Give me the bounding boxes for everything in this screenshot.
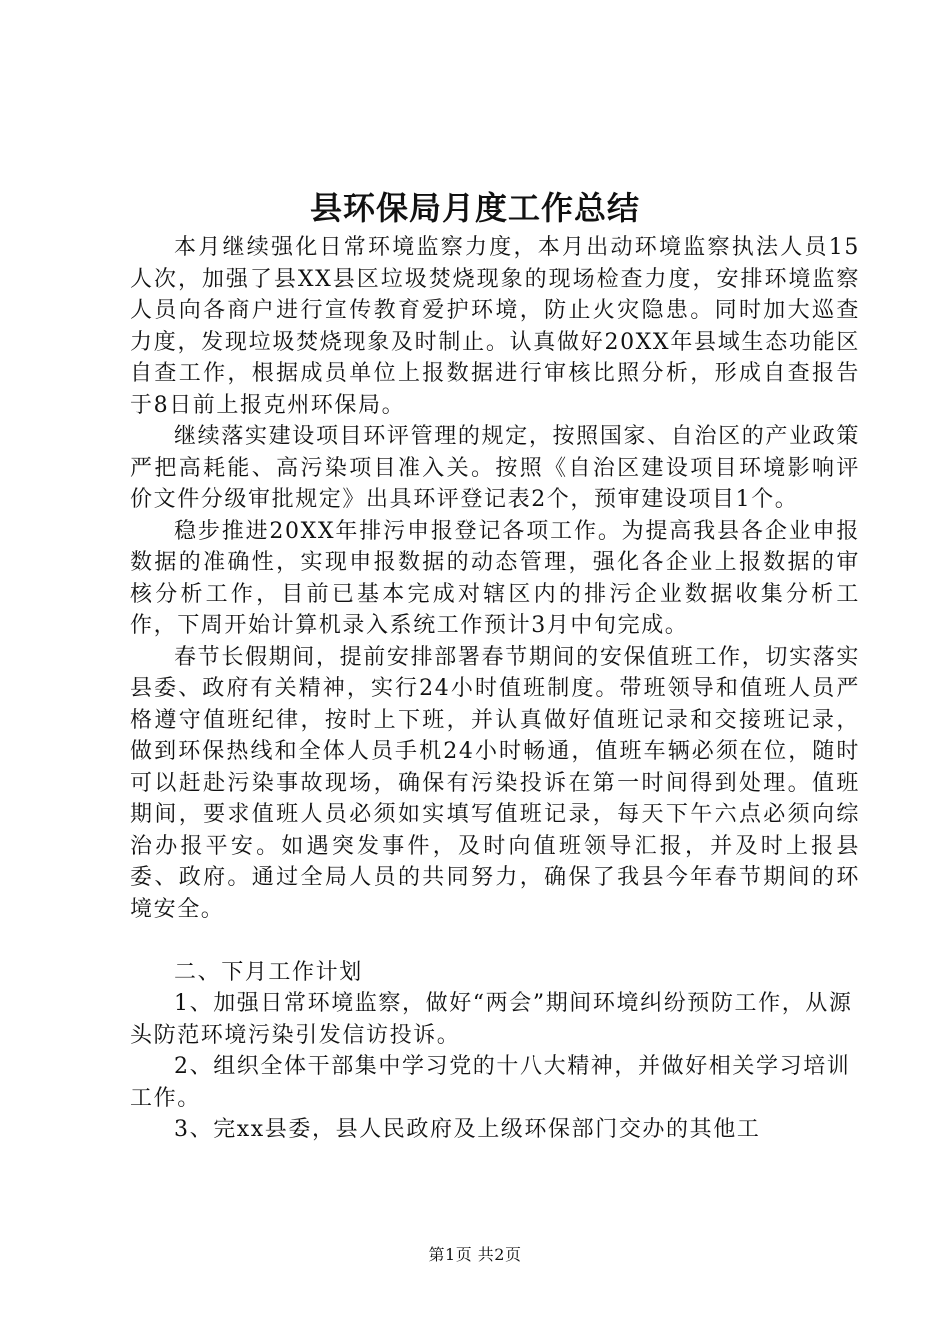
page-footer: 第1页 共2页 [428, 1245, 522, 1264]
plan-item-3: 3、完xx县委，县人民政府及上级环保部门交办的其他工 [174, 1117, 761, 1142]
plan-heading: 二、下月工作计划 [174, 959, 363, 985]
document-title: 县环保局月度工作总结 [309, 189, 640, 227]
paragraph-holiday-duty: 春节长假期间，提前安排部署春节期间的安保值班工作，切实落实县委、政府有关精神，实行24小时值班制度。带班领导和值班人员严格遵守值班纪律，按时上下班，并认真做好值班记录和交接班记录，做到环保热线和全体人员手机24小时畅通，值班车辆必须在位，随时可以赶赴污染事故现场，确保有污染投诉在第一时间得到处理。值班期间，要求值班人员必须如实填写值班记录，每天下午六点必须向综治办报平安。如遇突发事件，及时向值班领导汇报，并及时上报县委、政府。通过全局人员的共同努力，确保了我县今年春节期间的环境安全。 [130, 644, 860, 922]
blank-line [130, 925, 860, 957]
plan-item-1: 1、加强日常环境监察，做好“两会”期间环境纠纷预防工作，从源头防范环境污染引发信访投诉。 [130, 991, 853, 1048]
document-body [130, 232, 860, 1146]
paragraph-pollution-declaration: 稳步推进20XX年排污申报登记各项工作。为提高我县各企业申报数据的准确性，实现申报数据的动态管理，强化各企业上报数据的审核分析工作，目前已基本完成对辖区内的排污企业数据收集分析工作，下周开始计算机录入系统工作预计3月中旬完成。 [130, 518, 860, 638]
paragraph-inspection: 本月继续强化日常环境监察力度，本月出动环境监察执法人员15人次，加强了县XX县区垃圾焚烧现象的现场检查力度，安排环境监察人员向各商户进行宣传教育爱护环境，防止火灾隐患。同时加大巡查力度，发现垃圾焚烧现象及时制止。认真做好20XX年县域生态功能区自查工作，根据成员单位上报数据进行审核比照分析，形成自查报告于8日前上报克州环保局。 [130, 235, 860, 418]
plan-item-2: 2、组织全体干部集中学习党的十八大精神，并做好相关学习培训工作。 [130, 1054, 851, 1111]
paragraph-eia-management: 继续落实建设项目环评管理的规定，按照国家、自治区的产业政策严把高耗能、高污染项目准入关。按照《自治区建设项目环境影响评价文件分级审批规定》出具环评登记表2个，预审建设项目1个。 [130, 424, 860, 512]
